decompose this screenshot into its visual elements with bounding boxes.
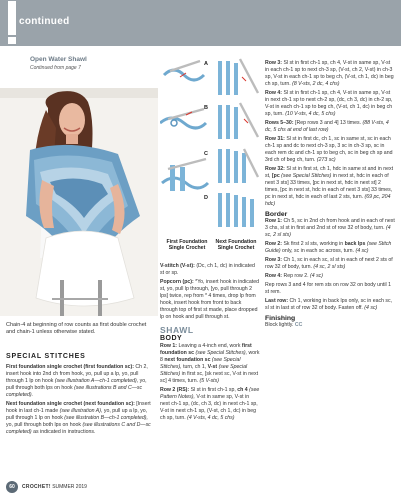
border-row1: [265, 218, 395, 239]
middle-column: [160, 263, 260, 424]
shawl-heading: SHAWL: [160, 325, 194, 335]
rows5-30-text: [Rep rows 3 and 4] 13 times.: [295, 120, 362, 126]
last-row-label: Last row:: [265, 298, 289, 304]
body-heading: BODY: [160, 335, 183, 342]
row1-ref2: (see Special Stitches),: [160, 357, 241, 370]
row3-label: Row 3:: [265, 60, 283, 66]
first-fsc-line1: First Foundation: [166, 239, 208, 245]
row2-label: Row 2 (RS):: [160, 387, 190, 393]
last-row: [265, 298, 395, 312]
popcorn-text: *Yo, insert hook in indicated st, yo, pull lp through, [yo, pull through 2 lps] twice, rep from * 4 times, drop lp from hook, insert hook from front to back through top of first st made, place dropped lp on hook and pull through st.: [160, 279, 260, 320]
fsc-name: First foundation single crochet (first foundation sc):: [6, 364, 134, 370]
row1-text: Leaving a 4-inch end, work: [178, 343, 241, 349]
border-heading: Border: [265, 211, 288, 218]
fsc-ref2: (see illustrations B and C—sc completed).: [6, 385, 143, 398]
finishing-text: [265, 322, 395, 329]
row32-text: Sl st in first st, ch 1, hdc in same st and in next st,: [265, 166, 394, 179]
row32-ref: (see Special Stitches): [281, 173, 332, 179]
row3-text: Sl st in first ch-1 sp, ch 4, V-st in same sp, V-st in each ch-1 sp to next ch-3 sp, (V-st, ch 2, V-st) in ch-3 sp, V-st in each ch-1 sp to beg ch, (V-st, ch 1, dc) in beg ch sp, turn.: [265, 60, 394, 87]
next-fsc-line2: Single Crochet: [217, 245, 255, 252]
row31-count: (273 sc): [316, 157, 336, 163]
row32-label: Row 32:: [265, 166, 285, 172]
special-stitches-body: [6, 364, 156, 438]
special-stitches-heading: SPECIAL STITCHES: [6, 353, 86, 360]
border-row2-back-lps: back lps: [344, 241, 366, 247]
model-photo-illustration: [0, 88, 158, 316]
right-column: [265, 60, 395, 331]
row3-count: (8 V-sts, 2 dc, 4 chs): [292, 81, 340, 87]
border-row3-text: Ch 1, sc in each sc, sl st in each of next 2 sts of row 32 of body, turn.: [265, 257, 393, 270]
section-label: continued: [19, 16, 70, 27]
pattern-title: Open Water Shawl: [30, 56, 87, 63]
border-row3-label: Row 3:: [265, 257, 283, 263]
nfsc-ref2: (see illustration B—ch-1 completed),: [64, 415, 148, 421]
border-row2-ref: (see Stitch Guide): [265, 241, 392, 254]
diagram-label-b: B: [204, 105, 208, 111]
row2-ref1: (see Pattern Notes),: [160, 387, 260, 400]
last-row-count: (4 sc): [364, 305, 378, 311]
model-photo: [0, 88, 158, 316]
row31: [265, 136, 395, 164]
fsc-text: Ch 2, insert hook into 2nd ch from hook, yo, pull up a lp, yo, pull through 1 lp on hook: [6, 364, 148, 384]
diagram-next-d: [218, 193, 254, 227]
rows5-30-label: Rows 5–30:: [265, 120, 294, 126]
border-row3: [265, 257, 395, 271]
row1: [160, 343, 260, 385]
nfsc-text2: yo, pull up a lp, yo, pull through 1 lp on hook: [6, 408, 148, 421]
row2-text: Sl st in first ch-1 sp,: [190, 387, 236, 393]
fsc-text2: yo, pull through both lps on hook: [6, 378, 147, 391]
photo-caption: Chain-4 at beginning of row counts as first double crochet and chain-1 unless otherwise stated.: [6, 322, 147, 336]
border-row4-label: Row 4:: [265, 273, 283, 279]
row32-count: (69 pc, 204 hdc): [265, 194, 391, 207]
row3: [265, 60, 395, 88]
border-row1-count: (4 sc, 2 sl sts): [265, 225, 391, 238]
nfsc-definition: [6, 401, 156, 436]
first-fsc-caption: [162, 239, 212, 252]
row31-text: Sl st in first dc, ch 1, sc in same st, sc in each ch-1 sp and dc to next ch-3 sp, 3 sc in ch-3 sp, sc in each rem dc and ch-1 sp to beg ch, sc in beg ch sp and 3rd ch of beg ch, turn.: [265, 136, 393, 163]
row4: [265, 90, 395, 118]
row1-ref3: (see Special Stitches): [160, 364, 248, 377]
first-fsc-line2: Single Crochet: [168, 245, 206, 252]
fsc-ref: (see illustration A—ch-1 completed),: [54, 378, 139, 384]
border-row2-count: (4 sc): [355, 248, 369, 254]
rows5-30-count: (88 V-sts, 4 dc, 5 chs at end of last row): [265, 120, 389, 133]
vst-definition: [160, 263, 260, 277]
diagram-first-b: [160, 109, 206, 128]
diagram-next-b: [218, 103, 258, 139]
page-number: 60: [6, 481, 18, 493]
diagram-first-a: [164, 61, 204, 80]
nfsc-ref: (see illustration A),: [59, 408, 103, 414]
row2: [160, 387, 260, 422]
header-bar: [0, 0, 401, 46]
next-fsc-caption: [210, 239, 262, 252]
border-row4: [265, 273, 395, 280]
row1-nfsc: next foundation sc: [164, 357, 211, 363]
border-row4-text: Rep row 2.: [283, 273, 309, 279]
border-row1-text: Ch 5, sc in 2nd ch from hook and in each of next 3 chs, sl st in first and 2nd st of row 32 of body, turn.: [265, 218, 395, 231]
row4-label: Row 4:: [265, 90, 283, 96]
nfsc-text: [Insert hook in last ch-1 made: [6, 401, 151, 414]
next-fsc-line1: Next Foundation: [215, 239, 257, 245]
end-mark: CC: [294, 322, 303, 328]
diagram-first-c: [162, 159, 208, 191]
nfsc-name: Next foundation single crochet (next foundation sc):: [6, 401, 135, 407]
row1-text2: work 8: [160, 350, 260, 363]
fsc-definition: [6, 364, 156, 399]
row1-text3: turn, ch 1,: [183, 364, 207, 370]
row32: [265, 166, 395, 208]
row32-pc: [pc: [271, 173, 280, 179]
rows5-30: [265, 120, 395, 134]
row31-label: Row 31:: [265, 136, 285, 142]
stitch-diagrams: [160, 57, 260, 235]
border-row2-text: Sk first 2 sl sts, working in: [283, 241, 344, 247]
last-row-text: Ch 1, working in back lps only, sc in each sc, sl st in last st of row 32 of body. Fasten off.: [265, 298, 393, 311]
border-repeat: Rep rows 3 and 4 for rem sts on row 32 on body until 1 st rem.: [265, 282, 392, 295]
popcorn-definition: [160, 279, 260, 321]
magazine-credit: [22, 484, 87, 490]
row1-vst: V-st: [207, 364, 218, 370]
exclamation-dot-icon: [8, 37, 16, 44]
vst-text: (Dc, ch 1, dc) in indicated st or sp.: [160, 263, 255, 276]
magazine-issue: SUMMER 2019: [52, 484, 87, 490]
finishing-instruction: Block lightly.: [265, 322, 294, 328]
pattern-title-block: [30, 56, 87, 71]
row2-ch4: ch 4: [237, 387, 248, 393]
vst-name: V-stitch (V-st):: [160, 263, 195, 269]
row1-ref1: (see Special Stitches),: [195, 350, 248, 356]
row4-text: Sl st in first ch-1 sp, ch 4, V-st in same sp, V-st in next ch-1 sp to next ch-2 sp, (dc, ch 3, dc) in ch-2 sp, V-st in each ch-1 sp to beg ch, (V-st, ch 1, dc) in beg ch sp, turn.: [265, 90, 393, 117]
diagram-next-a: [218, 59, 258, 95]
row4-count: (10 V-sts, 4 dc, 5 chs): [285, 111, 336, 117]
nfsc-text4: as indicated in instructions.: [33, 429, 96, 435]
nfsc-ref3: (see illustrations C and D—sc completed): [6, 422, 151, 435]
diagram-label-c: C: [204, 151, 208, 157]
row1-count: (5 V-sts): [199, 378, 219, 384]
popcorn-name: Popcorn (pc):: [160, 279, 194, 285]
page-footer: [6, 481, 401, 493]
border-row2-text2: only, sc in each sc across, turn.: [282, 248, 355, 254]
exclamation-icon: [8, 1, 16, 35]
continued-from: Continued from page 7: [30, 65, 81, 71]
border-row4-count: (4 sc): [310, 273, 323, 279]
border-row2-label: Row 2:: [265, 241, 283, 247]
diagram-next-c: [218, 149, 258, 183]
magazine-name: CROCHET!: [22, 484, 51, 490]
row1-fsc: first foundation sc: [160, 343, 252, 356]
diagram-label-d: D: [204, 195, 208, 201]
border-row2: [265, 241, 395, 255]
row32-text2: in next st, hdc in each of next 3 sts] 33 times, [pc in next st, hdc in next st] 2 times, [pc in next st, hdc in each of next 3 sts] 33 times, pc in next st, hdc in each of last 2 sts, turn.: [265, 173, 393, 200]
row2-count: (4 V-sts, 4 dc, 5 chs): [187, 415, 235, 421]
row1-text4: in first sc, [sk next sc, V-st in next sc] 4 times, turn.: [160, 371, 259, 384]
diagram-label-a: A: [204, 61, 208, 67]
stitch-diagram-art: [160, 57, 260, 235]
nfsc-text3: yo, pull through both lps on hook: [6, 422, 81, 428]
row2-text2: V-st in same sp, V-st in next ch-1 sp, (dc, ch 3, dc) in next ch-1 sp, V-st in next ch-1 sp, (V-st, ch 1, dc) in beg ch sp, turn.: [160, 394, 258, 421]
border-row1-label: Row 1:: [265, 218, 283, 224]
row1-label: Row 1:: [160, 343, 178, 349]
border-row3-count: (4 sc, 2 sl sts): [313, 264, 346, 270]
finishing-heading: Finishing: [265, 315, 296, 322]
